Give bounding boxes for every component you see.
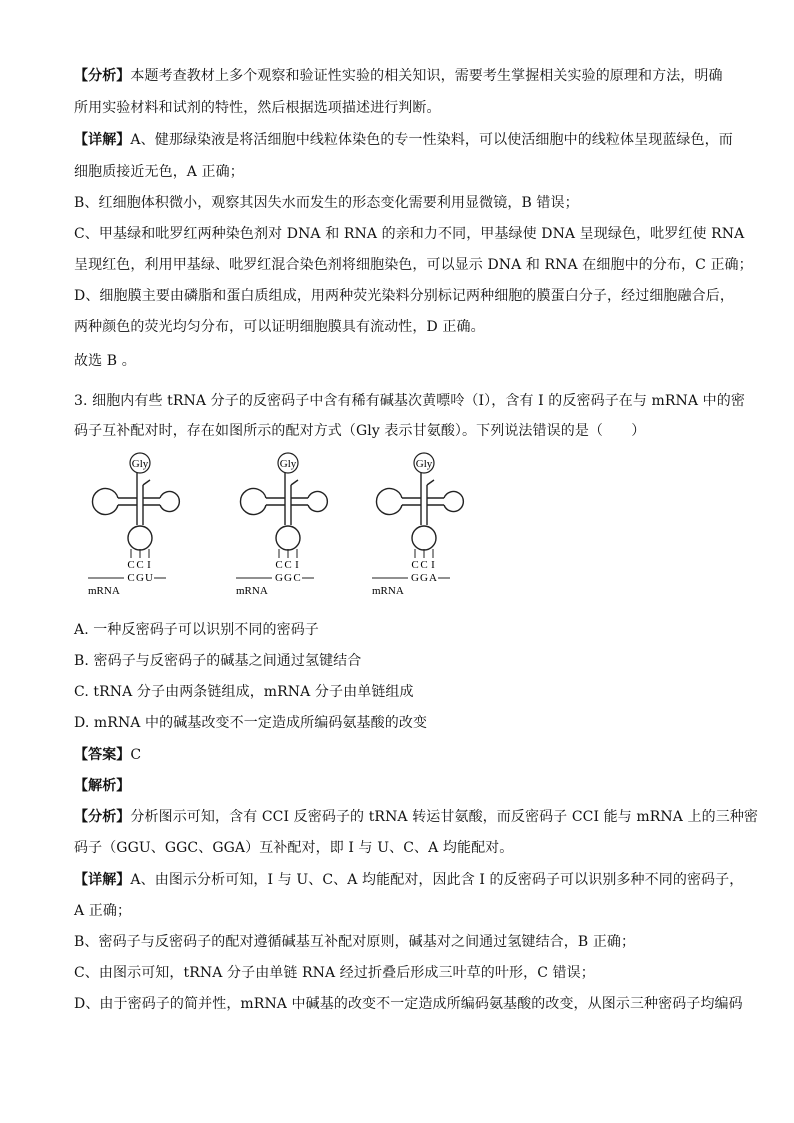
q3-fenxi-line-2: 码子（GGU、GGC、GGA）互补配对，即 I 与 U、C、A 均能配对。 [74, 840, 514, 856]
mrna-label: mRNA [372, 585, 404, 597]
d-loop [240, 489, 266, 515]
trna-diagram-1 [88, 453, 179, 597]
answer-label: 【答案】 [74, 747, 131, 763]
analysis-d-line-1: D、细胞膜主要由磷脂和蛋白质组成，用两种荧光染料分别标记两种细胞的膜蛋白分子，经过细胞融合后， [74, 288, 734, 304]
option-a: A. 一种反密码子可以识别不同的密码子 [74, 622, 319, 638]
q3-c-line: C、由图示可知，tRNA 分子由单链 RNA 经过折叠后形成三叶草的叶形，C 错误； [74, 965, 595, 981]
t-loop [308, 492, 327, 512]
anticodon-base: C [127, 559, 135, 571]
anticodon-base: I [147, 559, 151, 571]
trna-diagram-2 [236, 453, 327, 597]
mrna-label: mRNA [236, 585, 268, 597]
answer-line [74, 745, 724, 765]
anticodon-base: C [411, 559, 419, 571]
fenxi-label: 【分析】 [74, 68, 131, 84]
acceptor-tail [427, 480, 434, 485]
q3-xiangjie-label: 【详解】 [74, 872, 131, 888]
anticodon-loop [128, 526, 152, 550]
option-c: C. tRNA 分子由两条链组成，mRNA 分子由单链组成 [74, 684, 414, 700]
codon-base: G [136, 572, 144, 584]
anticodon-base: I [431, 559, 435, 571]
anticodon-base: I [295, 559, 299, 571]
d-loop [376, 489, 402, 515]
option-b: B. 密码子与反密码子的碱基之间通过氢键结合 [74, 653, 362, 669]
answer-value: C [130, 747, 142, 763]
anticodon-loop [412, 526, 436, 550]
fenxi-text: 本题考查教材上多个观察和验证性实验的相关知识，需要考生掌握相关实验的原理和方法，明确 [130, 68, 723, 84]
codon-base: U [145, 572, 153, 584]
analysis-b-line: B、红细胞体积微小，观察其因失水而发生的形态变化需要利用显微镜，B 错误； [74, 195, 579, 211]
q3-b-line: B、密码子与反密码子的配对遵循碱基互补配对原则，碱基对之间通过氢键结合，B 正确； [74, 934, 636, 950]
t-loop [444, 492, 463, 512]
q3-d-line: D、由于密码子的简并性，mRNA 中碱基的改变不一定造成所编码氨基酸的改变，从图示三种密码子均编码 [74, 996, 743, 1012]
xiangjie-text: A、健那绿染液是将活细胞中线粒体染色的专一性染料，可以使活细胞中的线粒体呈现蓝绿色，而 [130, 132, 733, 148]
question-stem-line-2: 码子互补配对时，存在如图所示的配对方式（Gly 表示甘氨酸）。下列说法错误的是（ ） [74, 423, 646, 439]
anticodon-base: C [275, 559, 283, 571]
t-loop [160, 492, 179, 512]
analysis-fenxi-line-1 [74, 66, 724, 86]
q3-xiangjie-line-1 [74, 870, 744, 890]
xiangjie-label: 【详解】 [74, 132, 131, 148]
glycine-label: Gly [131, 458, 149, 470]
codon-base: A [429, 572, 437, 584]
analysis-choose: 故选 B 。 [74, 353, 136, 369]
codon-base: G [275, 572, 283, 584]
analysis-xiangjie-line-1 [74, 130, 733, 150]
q3-xiangjie-text: A、由图示分析可知，I 与 U、C、A 均能配对，因此含 I 的反密码子可以识别多种不同的密码子， [130, 872, 744, 888]
q3-xiangjie-line-2: A 正确； [74, 903, 132, 919]
acceptor-tail [291, 480, 298, 485]
question-stem-line-1: 3. 细胞内有些 tRNA 分子的反密码子中含有稀有碱基次黄嘌呤（I），含有 I 的反密码子在与 mRNA 中的密 [74, 393, 745, 409]
anticodon-loop [276, 526, 300, 550]
q3-fenxi-line-1 [74, 807, 759, 827]
glycine-label: Gly [415, 458, 433, 470]
codon-base: C [293, 572, 301, 584]
acceptor-tail [143, 480, 150, 485]
analysis-c-line-1: C、甲基绿和吡罗红两种染色剂对 DNA 和 RNA 的亲和力不同，甲基绿使 DNA 呈现绿色，吡罗红使 RNA [74, 226, 745, 242]
codon-base: G [411, 572, 419, 584]
analysis-xiangjie-line-2: 细胞质接近无色，A 正确； [74, 164, 244, 180]
trna-diagram-3 [372, 453, 463, 597]
trna-figure-svg [80, 450, 437, 610]
jiexi-label: 【解析】 [74, 778, 131, 794]
codon-base: C [127, 572, 135, 584]
anticodon-base: C [420, 559, 428, 571]
codon-base: G [420, 572, 428, 584]
anticodon-base: C [136, 559, 144, 571]
d-loop [92, 489, 118, 515]
mrna-label: mRNA [88, 585, 120, 597]
analysis-d-line-2: 两种颜色的荧光均匀分布，可以证明细胞膜具有流动性，D 正确。 [74, 319, 485, 335]
glycine-label: Gly [279, 458, 297, 470]
option-d: D. mRNA 中的碱基改变不一定造成所编码氨基酸的改变 [74, 715, 428, 731]
anticodon-base: C [284, 559, 292, 571]
analysis-c-line-2: 呈现红色，利用甲基绿、吡罗红混合染色剂将细胞染色，可以显示 DNA 和 RNA 在细胞中的分布，C 正确； [74, 257, 753, 273]
q3-fenxi-text: 分析图示可知，含有 CCI 反密码子的 tRNA 转运甘氨酸，而反密码子 CCI 能与 mRNA 上的三种密 [130, 809, 759, 825]
trna-figure [80, 450, 437, 610]
analysis-fenxi-line-2: 所用实验材料和试剂的特性，然后根据选项描述进行判断。 [74, 100, 441, 116]
codon-base: G [284, 572, 292, 584]
q3-fenxi-label: 【分析】 [74, 809, 131, 825]
